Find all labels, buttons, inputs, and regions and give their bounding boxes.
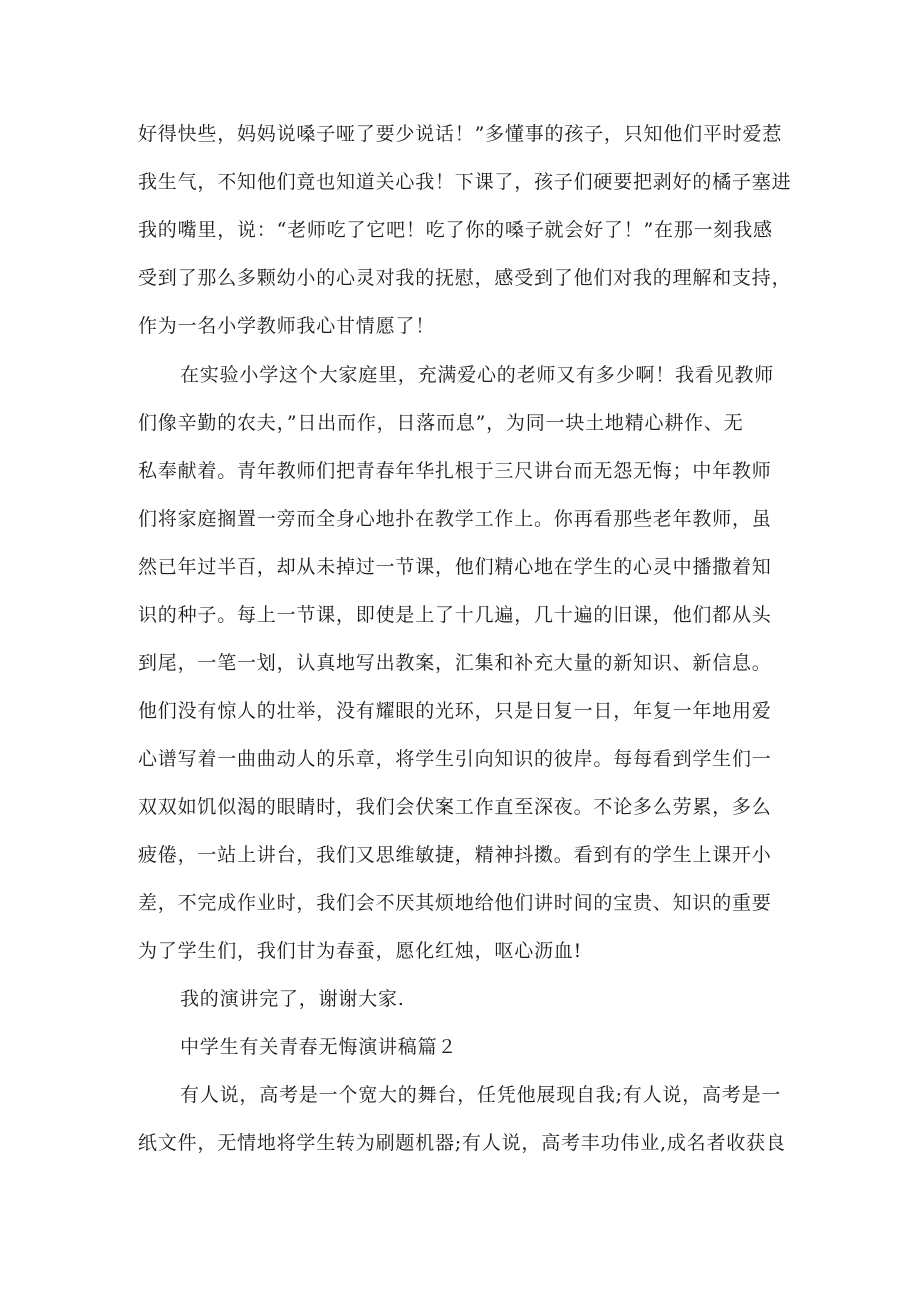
paragraph-1-line-5: 作为一名小学教师我心甘情愿了！ bbox=[138, 315, 436, 337]
paragraph-2-line-1: 在实验小学这个大家庭里，充满爱心的老师又有多少啊！我看见教师 bbox=[180, 364, 775, 386]
paragraph-2-line-13: 为了学生们，我们甘为春蚕，愿化红烛，呕心沥血! bbox=[138, 940, 583, 962]
paragraph-2-line-3: 私奉献着。青年教师们把青春年华扎根于三尺讲台而无怨无悔；中年教师 bbox=[138, 460, 772, 482]
paragraph-2-line-2: 们像辛勤的农夫，”日出而作，日落而息”，为同一块土地精心耕作、无 bbox=[138, 412, 744, 434]
paragraph-1-line-4: 受到了那么多颗幼小的心灵对我的抚慰，感受到了他们对我的理解和支持， bbox=[138, 267, 792, 289]
paragraph-2-line-7: 到尾，一笔一划，认真地写出教案，汇集和补充大量的新知识、新信息。 bbox=[138, 652, 772, 674]
paragraph-2-line-8: 他们没有惊人的壮举，没有耀眼的光环，只是日复一日，年复一年地用爱 bbox=[138, 700, 772, 722]
paragraph-1-line-2: 我生气，不知他们竟也知道关心我！下课了，孩子们硬要把剥好的橘子塞进 bbox=[138, 171, 792, 193]
paragraph-2-line-12: 差，不完成作业时，我们会不厌其烦地给他们讲时间的宝贵、知识的重要 bbox=[138, 892, 772, 914]
paragraph-2-line-9: 心谱写着一曲曲动人的乐章，将学生引向知识的彼岸。每每看到学生们一 bbox=[138, 748, 772, 770]
paragraph-1-line-1: 好得快些，妈妈说嗓子哑了要少说话！”多懂事的孩子，只知他们平时爱惹 bbox=[138, 123, 783, 145]
closing-line: 我的演讲完了，谢谢大家. bbox=[180, 988, 405, 1010]
paragraph-3-line-1: 有人说，高考是一个宽大的舞台，任凭他展现自我;有人说，高考是一 bbox=[180, 1084, 782, 1106]
section-heading: 中学生有关青春无悔演讲稿篇２ bbox=[180, 1036, 458, 1058]
paragraph-3-line-2: 纸文件，无情地将学生转为刷题机器;有人说，高考丰功伟业,成名者收获良 bbox=[138, 1132, 786, 1154]
paragraph-2-line-10: 双双如饥似渴的眼睛时，我们会伏案工作直至深夜。不论多么劳累，多么 bbox=[138, 796, 772, 818]
paragraph-1-line-3: 我的嘴里，说：“老师吃了它吧！吃了你的嗓子就会好了！”在那一刻我感 bbox=[138, 219, 773, 241]
paragraph-2-line-4: 们将家庭搁置一旁而全身心地扑在教学工作上。你再看那些老年教师，虽 bbox=[138, 508, 772, 530]
paragraph-2-line-5: 然已年过半百，却从未掉过一节课，他们精心地在学生的心灵中播撒着知 bbox=[138, 556, 772, 578]
paragraph-2-line-11: 疲倦，一站上讲台，我们又思维敏捷，精神抖擞。看到有的学生上课开小 bbox=[138, 844, 772, 866]
paragraph-2-line-6: 识的种子。每上一节课，即使是上了十几遍，几十遍的旧课，他们都从头 bbox=[138, 604, 772, 626]
